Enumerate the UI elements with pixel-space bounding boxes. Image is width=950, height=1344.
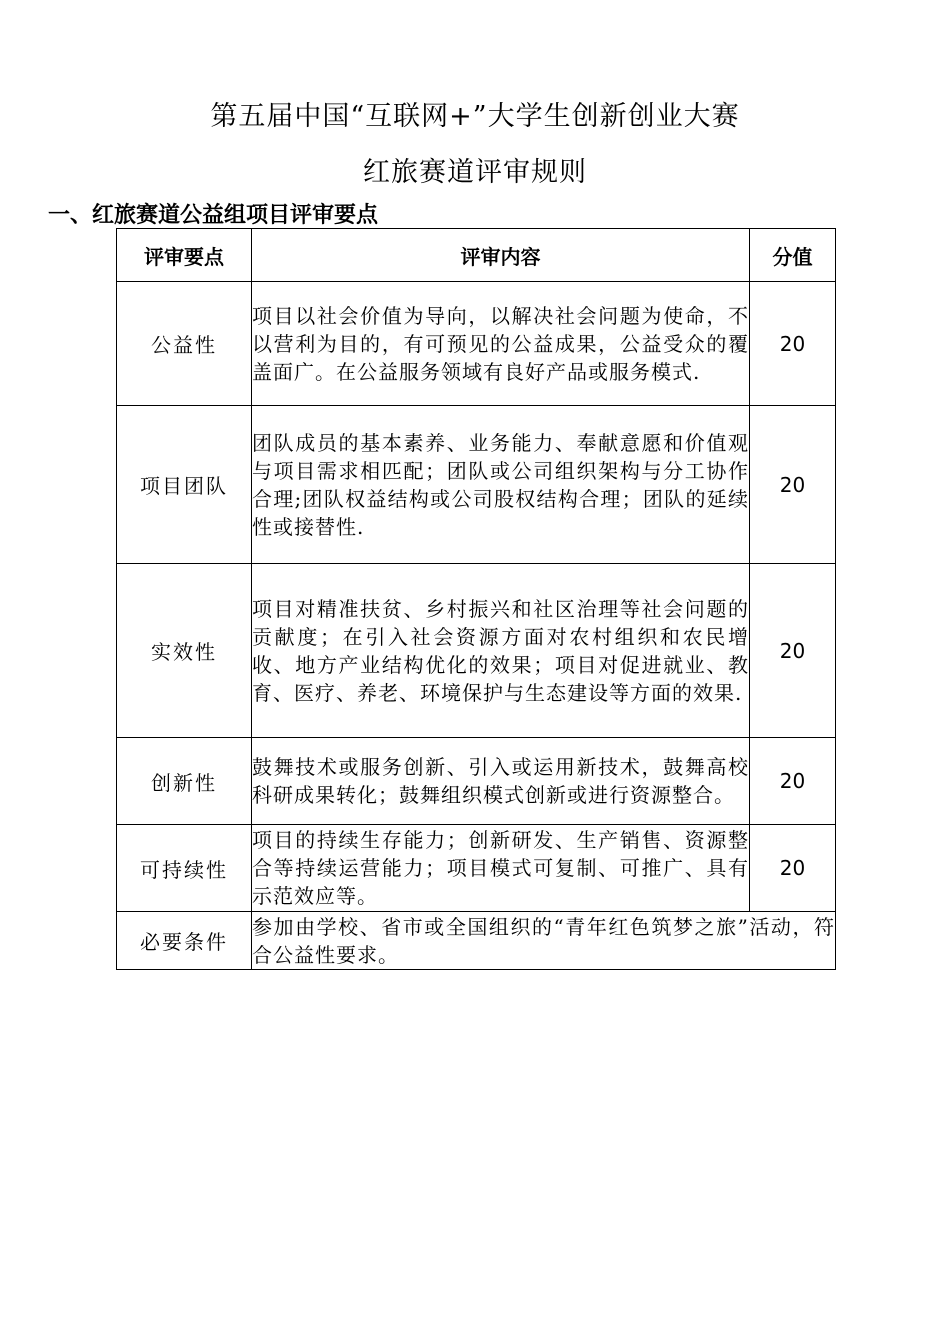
review-point: 可持续性 xyxy=(117,825,252,912)
header-review-point: 评审要点 xyxy=(117,229,252,282)
table-row xyxy=(117,912,836,970)
table-header-row xyxy=(117,229,836,282)
review-content: 参加由学校、省市或全国组织的“青年红色筑梦之旅”活动，符合公益性要求。 xyxy=(252,912,836,970)
review-point: 实效性 xyxy=(117,564,252,738)
document-subtitle: 红旅赛道评审规则 xyxy=(363,157,587,188)
review-point: 公益性 xyxy=(117,282,252,406)
review-table xyxy=(116,228,836,970)
score: 20 xyxy=(750,825,836,912)
table-row xyxy=(117,564,836,738)
review-content: 项目以社会价值为导向，以解决社会问题为使命，不以营利为目的，有可预见的公益成果，公益受众的覆盖面广。在公益服务领域有良好产品或服务模式. xyxy=(252,282,750,406)
review-point: 创新性 xyxy=(117,738,252,825)
review-content: 团队成员的基本素养、业务能力、奉献意愿和价值观与项目需求相匹配；团队或公司组织架构与分工协作合理;团队权益结构或公司股权结构合理；团队的延续性或接替性. xyxy=(252,406,750,564)
header-review-content: 评审内容 xyxy=(252,229,750,282)
table-row xyxy=(117,825,836,912)
review-point: 必要条件 xyxy=(117,912,252,970)
header-score: 分值 xyxy=(750,229,836,282)
review-content: 鼓舞技术或服务创新、引入或运用新技术，鼓舞高校科研成果转化；鼓舞组织模式创新或进行资源整合。 xyxy=(252,738,750,825)
review-content: 项目的持续生存能力；创新研发、生产销售、资源整合等持续运营能力；项目模式可复制、可推广、具有示范效应等。 xyxy=(252,825,750,912)
table-row xyxy=(117,738,836,825)
review-content: 项目对精准扶贫、乡村振兴和社区治理等社会问题的贡献度；在引入社会资源方面对农村组织和农民增收、地方产业结构优化的效果；项目对促进就业、教育、医疗、养老、环境保护与生态建设等方面的效果. xyxy=(252,564,750,738)
score: 20 xyxy=(750,564,836,738)
table-row xyxy=(117,406,836,564)
review-point: 项目团队 xyxy=(117,406,252,564)
document-title: 第五届中国“互联网+”大学生创新创业大赛 xyxy=(210,101,740,132)
section-heading: 一、红旅赛道公益组项目评审要点 xyxy=(48,203,379,228)
table-row xyxy=(117,282,836,406)
score: 20 xyxy=(750,406,836,564)
score: 20 xyxy=(750,738,836,825)
score: 20 xyxy=(750,282,836,406)
